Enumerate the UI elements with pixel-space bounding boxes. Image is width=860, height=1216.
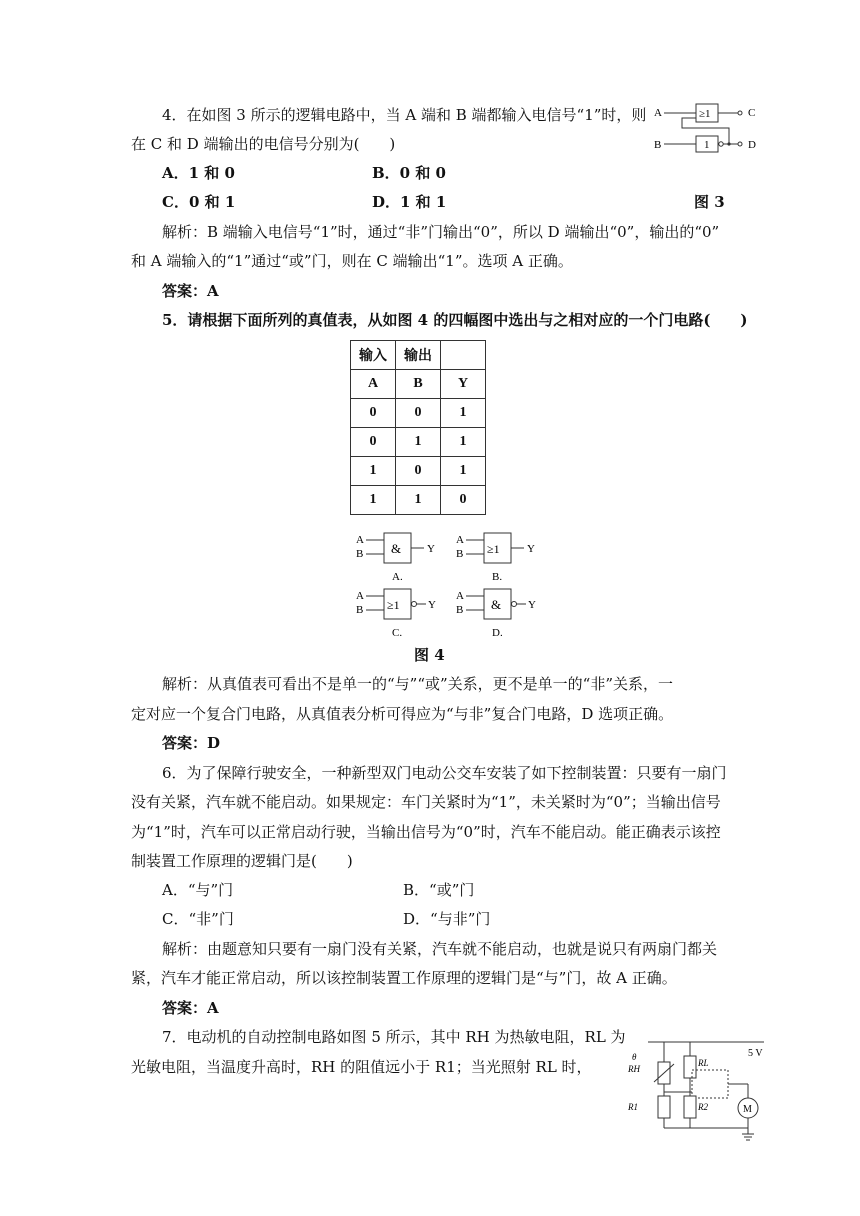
- table-row: 0 1 1: [351, 428, 486, 457]
- fig5-motor-label: M: [743, 1104, 752, 1115]
- svg-text:B: B: [456, 604, 464, 616]
- fig5-theta: θ: [632, 1052, 637, 1062]
- tt-header-output: 输出: [396, 341, 441, 370]
- q4-option-d[interactable]: D．1 和 1: [372, 193, 447, 211]
- q6-option-a[interactable]: A．“与”门: [162, 881, 234, 899]
- gate-option-b: [454, 528, 544, 584]
- tt-col-b: B: [396, 370, 441, 399]
- svg-text:Y: Y: [427, 543, 435, 555]
- fig3-or-symbol: ≥1: [699, 108, 711, 120]
- fig5-r2: R2: [698, 1102, 708, 1112]
- svg-text:&: &: [491, 597, 502, 612]
- q4-answer: 答案：A: [162, 282, 219, 300]
- figure-3-label: 图 3: [694, 193, 725, 211]
- fig5-r1: R1: [628, 1102, 638, 1112]
- fig5-r2-resistor: [684, 1096, 696, 1118]
- svg-text:C.: C.: [392, 627, 403, 639]
- svg-text:A: A: [456, 590, 464, 602]
- q7-line2: 光敏电阻，当温度升高时，RH 的阻值远小于 R1；当光照射 RL 时，: [131, 1058, 592, 1076]
- svg-text:A: A: [456, 534, 464, 546]
- q6-option-c[interactable]: C．“非”门: [162, 910, 234, 928]
- q5-analysis-line2: 定对应一个复合门电路，从真值表分析可得应为“与非”复合门电路，D 选项正确。: [131, 705, 674, 723]
- gate-option-c: [354, 584, 444, 640]
- q6-analysis-line1: 解析：由题意知只要有一扇门没有关紧，汽车就不能启动，也就是说只有两扇门都关: [162, 940, 718, 958]
- svg-text:≥1: ≥1: [487, 542, 500, 556]
- fig5-voltage: 5 V: [748, 1048, 763, 1059]
- svg-text:A.: A.: [392, 571, 403, 583]
- fig5-rh: RH: [628, 1064, 640, 1074]
- q6-line4: 制装置工作原理的逻辑门是( ): [131, 852, 353, 870]
- q6-answer: 答案：A: [162, 999, 219, 1017]
- q4-option-c[interactable]: C．0 和 1: [162, 193, 236, 211]
- svg-text:Y: Y: [527, 543, 535, 555]
- fig5-r1-resistor: [658, 1096, 670, 1118]
- q4-analysis-line1: 解析：B 端输入电信号“1”时，通过“非”门输出“0”，所以 D 端输出“0”，输出的“0”: [162, 223, 720, 241]
- fig3-label-b: B: [654, 139, 662, 151]
- fig3-label-c: C: [748, 107, 756, 119]
- table-row: 1 1 0: [351, 486, 486, 515]
- tt-header-input: 输入: [351, 341, 396, 370]
- fig5-dashed-box: [692, 1070, 728, 1098]
- tt-col-a: A: [351, 370, 396, 399]
- svg-text:B: B: [356, 604, 364, 616]
- svg-text:≥1: ≥1: [387, 598, 400, 612]
- q6-option-d[interactable]: D．“与非”门: [403, 910, 491, 928]
- fig3-label-d: D: [748, 139, 756, 151]
- fig5-rl-resistor: [684, 1056, 696, 1078]
- q6-line2: 没有关紧，汽车就不能启动。如果规定：车门关紧时为“1”，未关紧时为“0”；当输出信号: [131, 793, 721, 811]
- svg-text:D.: D.: [492, 627, 503, 639]
- q6-analysis-line2: 紧，汽车才能正常启动，所以该控制装置工作原理的逻辑门是“与”门，故 A 正确。: [131, 969, 677, 987]
- table-row: 1 0 1: [351, 457, 486, 486]
- svg-text:Y: Y: [528, 599, 536, 611]
- q5-analysis-line1: 解析：从真值表可看出不是单一的“与”“或”关系，更不是单一的“非”关系，一: [162, 675, 674, 693]
- svg-text:&: &: [391, 541, 402, 556]
- figure-5-motor-circuit: [624, 1036, 774, 1144]
- svg-text:B.: B.: [492, 571, 503, 583]
- tt-header-blank: [441, 341, 486, 370]
- fig3-not-symbol: 1: [704, 139, 710, 151]
- q5-answer: 答案：D: [162, 734, 221, 752]
- figure-4-label: 图 4: [414, 646, 445, 664]
- fig3-label-a: A: [654, 107, 662, 119]
- table-row: 0 0 1: [351, 399, 486, 428]
- svg-text:B: B: [356, 548, 364, 560]
- fig5-rl: RL: [698, 1058, 709, 1068]
- gate-option-d: [454, 584, 544, 640]
- q6-line3: 为“1”时，汽车可以正常启动行驶，当输出信号为“0”时，汽车不能启动。能正确表示该控: [131, 823, 721, 841]
- q4-option-a[interactable]: A．1 和 0: [162, 164, 235, 182]
- svg-text:Y: Y: [428, 599, 436, 611]
- figure-3-logic-circuit: [652, 100, 764, 158]
- svg-text:B: B: [456, 548, 464, 560]
- q5-question: 5．请根据下面所列的真值表，从如图 4 的四幅图中选出与之相对应的一个门电路( ): [162, 311, 748, 329]
- q4-option-b[interactable]: B．0 和 0: [372, 164, 446, 182]
- q4-analysis-line2: 和 A 端输入的“1”通过“或”门，则在 C 端输出“1”。选项 A 正确。: [131, 252, 573, 270]
- q6-option-b[interactable]: B．“或”门: [403, 881, 475, 899]
- gate-option-a: [354, 528, 444, 584]
- svg-text:A: A: [356, 590, 364, 602]
- q6-line1: 6．为了保障行驶安全，一种新型双门电动公交车安装了如下控制装置：只要有一扇门: [162, 764, 727, 782]
- truth-table: [350, 340, 486, 515]
- q4-line1: 4．在如图 3 所示的逻辑电路中，当 A 端和 B 端都输入电信号“1”时，则: [162, 106, 647, 124]
- tt-col-y: Y: [441, 370, 486, 399]
- q7-line1: 7．电动机的自动控制电路如图 5 所示，其中 RH 为热敏电阻，RL 为: [162, 1028, 626, 1046]
- svg-text:A: A: [356, 534, 364, 546]
- q4-line2: 在 C 和 D 端输出的电信号分别为( ): [131, 135, 396, 153]
